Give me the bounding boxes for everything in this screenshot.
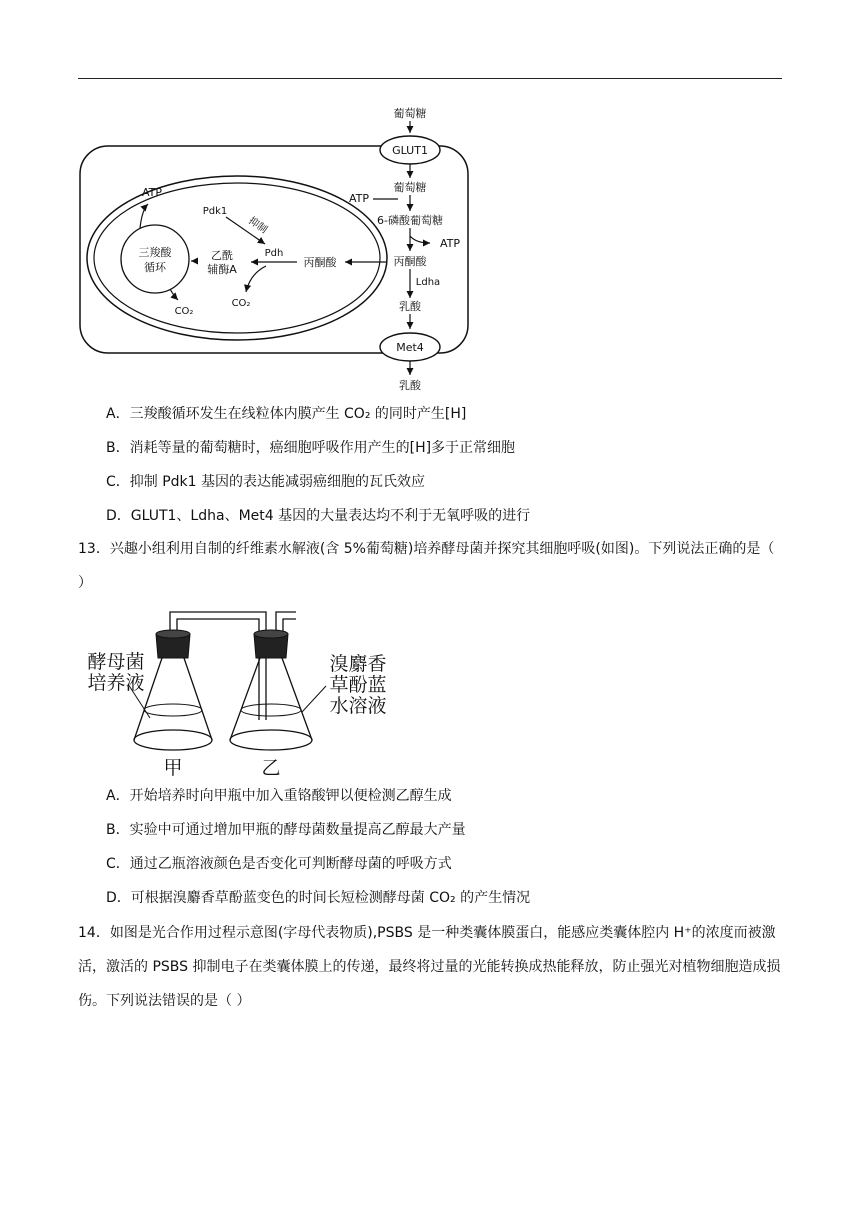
lactate-outside: 乳酸 [399,379,421,392]
flask-jia [134,658,212,750]
pyruvate-cytoplasm: 丙酮酸 [393,255,427,268]
tca-cycle [121,225,189,293]
header-rule [78,78,782,79]
label-btb-line2: 草酚蓝 [329,674,387,696]
pyruvate-mitochondrion: 丙酮酸 [303,256,337,269]
q12-option-a: A．三羧酸循环发生在线粒体内膜产生 CO₂ 的同时产生[H] [106,406,467,422]
inhibit-label: 抑制 [246,215,269,236]
q12-option-d: D．GLUT1、Ldha、Met4 基因的大量表达均不利于无氧呼吸的进行 [106,508,531,524]
mitochondrion-outer [87,176,387,340]
flask-jia-label: 甲 [163,757,183,779]
q13-option-b: B．实验中可通过增加甲瓶的酵母菌数量提高乙醇最大产量 [106,822,466,838]
atp-input: ATP [348,192,370,205]
pdk1-label: Pdk1 [202,206,228,217]
acetyl-coa-line2: 辅酶A [207,263,237,276]
glucose-inside: 葡萄糖 [393,181,427,194]
label-yeast-line1: 酵母菌 [87,651,145,673]
q13-option-d: D．可根据溴麝香草酚蓝变色的时间长短检测酵母菌 CO₂ 的产生情况 [106,890,531,906]
q13-option-c: C．通过乙瓶溶液颜色是否变化可判断酵母菌的呼吸方式 [106,856,452,872]
tca-label-line2: 循环 [144,261,166,274]
flask-yi-label: 乙 [261,757,281,779]
q12-option-b: B．消耗等量的葡萄糖时，癌细胞呼吸作用产生的[H]多于正常细胞 [106,440,516,456]
tca-label-line1: 三羧酸 [138,246,172,259]
co2-pdh: CO₂ [231,298,251,309]
cell-metabolism-diagram [70,96,490,396]
label-btb-line3: 水溶液 [329,695,387,717]
pdh-label: Pdh [264,248,284,259]
ldha-label: Ldha [415,277,441,288]
glut1-label: GLUT1 [392,144,428,157]
q12-option-c: C．抑制 Pdk1 基因的表达能减弱癌细胞的瓦氏效应 [106,474,426,490]
question-14-stem: 14．如图是光合作用过程示意图(字母代表物质),PSBS 是一种类囊体膜蛋白，能感应类囊体腔内 H⁺的浓度而被激活，激活的 PSBS 抑制电子在类囊体膜上的传递，最终将过量的光能转换成热能释放，防止强光对植物细胞造成损伤。下列说法错误的是（ ） [78,925,781,1009]
acetyl-coa-line1: 乙酰 [211,249,233,262]
atp-tca: ATP [141,186,163,199]
glucose-outside: 葡萄糖 [393,107,427,120]
label-btb-line1: 溴麝香 [329,653,387,675]
question-13-stem: 13．兴趣小组利用自制的纤维素水解液(含 5%葡萄糖)培养酵母菌并探究其细胞呼吸(如图)。下列说法正确的是（ ） [78,541,775,591]
mitochondrion-inner [94,183,380,333]
co2-tca: CO₂ [174,306,194,317]
lactate-inside: 乳酸 [399,300,421,313]
met4-label: Met4 [396,341,424,354]
q13-option-a: A．开始培养时向甲瓶中加入重铬酸钾以便检测乙醇生成 [106,788,452,804]
label-yeast-line2: 培养液 [87,672,145,694]
g6p-label: 6-磷酸葡萄糖 [377,214,443,227]
flask-apparatus-diagram [74,600,404,780]
atp-output: ATP [439,237,461,250]
flask-yi [230,658,312,750]
